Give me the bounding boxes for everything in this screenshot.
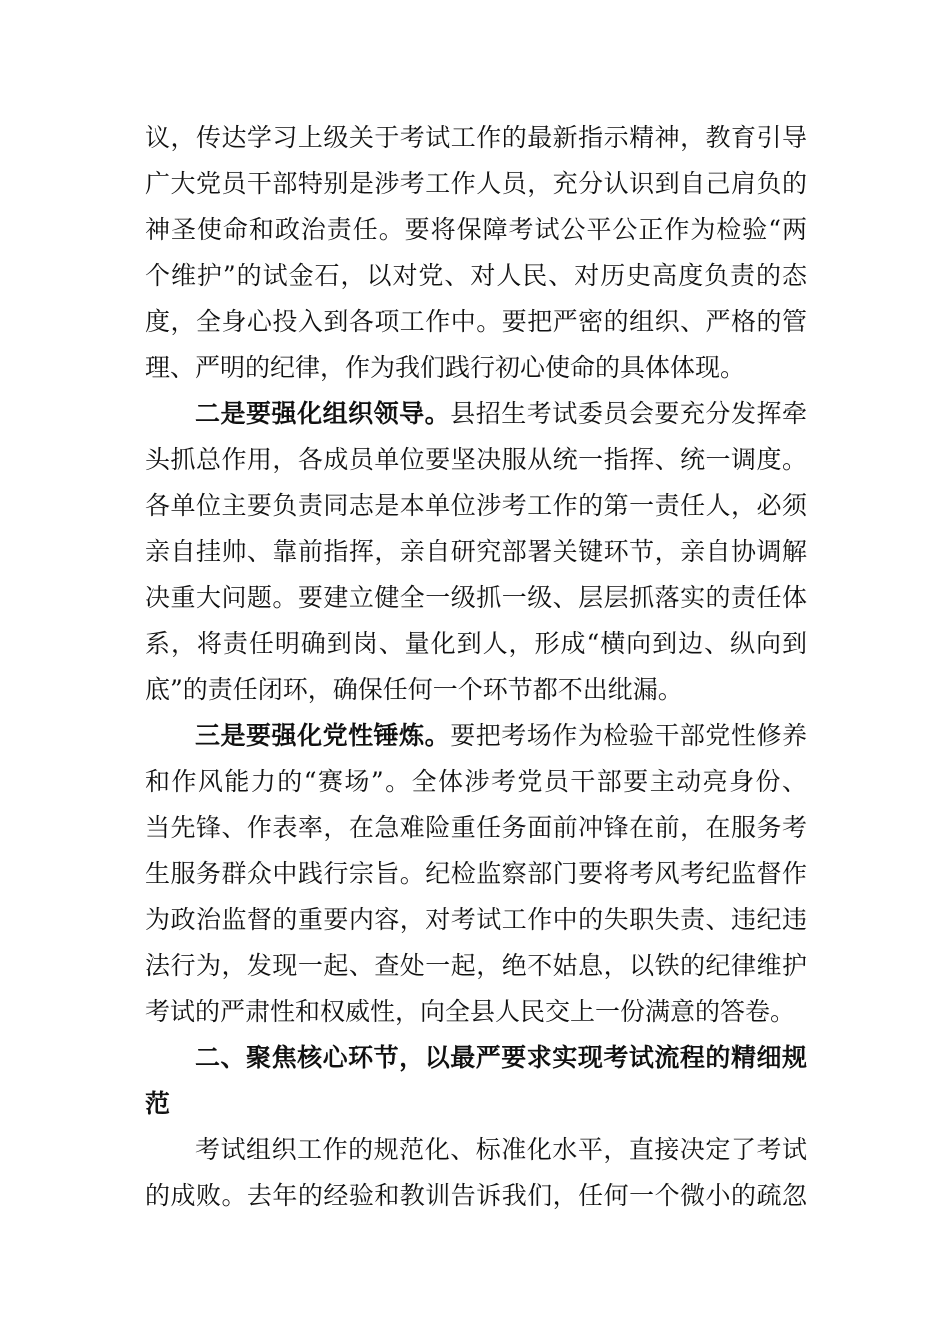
paragraph-lead: 三是要强化党性锤炼。 <box>195 721 451 750</box>
text-line: 的成败。去年的经验和教训告诉我们，任何一个微小的疏忽 <box>145 1181 807 1210</box>
text-line <box>145 391 807 437</box>
text-line: 法行为，发现一起、查处一起，绝不姑息，以铁的纪律维护 <box>145 951 807 980</box>
section-heading <box>145 1035 807 1127</box>
text-line: 考试的严肃性和权威性，向全县人民交上一份满意的答卷。 <box>145 997 796 1026</box>
paragraph-organization-leadership <box>145 391 807 713</box>
text-span: 要把考场作为检验干部党性修养 <box>450 721 807 750</box>
text-line: 神圣使命和政治责任。要将保障考试公平公正作为检验“两 <box>145 215 807 244</box>
text-line: 生服务群众中践行宗旨。纪检监察部门要将考风考纪监督作 <box>145 859 807 888</box>
text-line: 决重大问题。要建立健全一级抓一级、层层抓落实的责任体 <box>145 583 807 612</box>
paragraph-lead: 二是要强化组织领导。 <box>195 399 451 428</box>
text-line: 当先锋、作表率，在急难险重任务面前冲锋在前，在服务考 <box>145 813 807 842</box>
paragraph-intro <box>145 1127 807 1219</box>
text-line: 系，将责任明确到岗、量化到人，形成“横向到边、纵向到 <box>145 629 807 658</box>
text-line: 广大党员干部特别是涉考工作人员，充分认识到自己肩负的 <box>145 169 807 198</box>
text-line: 度，全身心投入到各项工作中。要把严密的组织、严格的管 <box>145 307 807 336</box>
text-line <box>145 713 807 759</box>
text-line: 和作风能力的“赛场”。全体涉考党员干部要主动亮身份、 <box>145 767 807 796</box>
heading-line: 二、聚焦核心环节，以最严要求实现考试流程的精细规 <box>195 1043 807 1072</box>
paragraph-1 <box>145 115 807 391</box>
paragraph-party-spirit <box>145 713 807 1035</box>
heading-line: 范 <box>145 1089 171 1118</box>
document-page <box>145 115 807 1219</box>
text-line: 头抓总作用，各成员单位要坚决服从统一指挥、统一调度。 <box>145 445 807 474</box>
text-line: 亲自挂帅、靠前指挥，亲自研究部署关键环节，亲自协调解 <box>145 537 807 566</box>
text-line: 理、严明的纪律，作为我们践行初心使命的具体体现。 <box>145 353 746 382</box>
text-line: 底”的责任闭环，确保任何一个环节都不出纰漏。 <box>145 675 683 704</box>
text-line: 考试组织工作的规范化、标准化水平，直接决定了考试 <box>195 1135 807 1164</box>
text-line: 个维护”的试金石，以对党、对人民、对历史高度负责的态 <box>145 261 807 290</box>
text-span: 县招生考试委员会要充分发挥牵 <box>450 399 807 428</box>
text-line: 各单位主要负责同志是本单位涉考工作的第一责任人，必须 <box>145 491 807 520</box>
text-line: 议，传达学习上级关于考试工作的最新指示精神，教育引导 <box>145 123 807 152</box>
text-line: 为政治监督的重要内容，对考试工作中的失职失责、违纪违 <box>145 905 807 934</box>
